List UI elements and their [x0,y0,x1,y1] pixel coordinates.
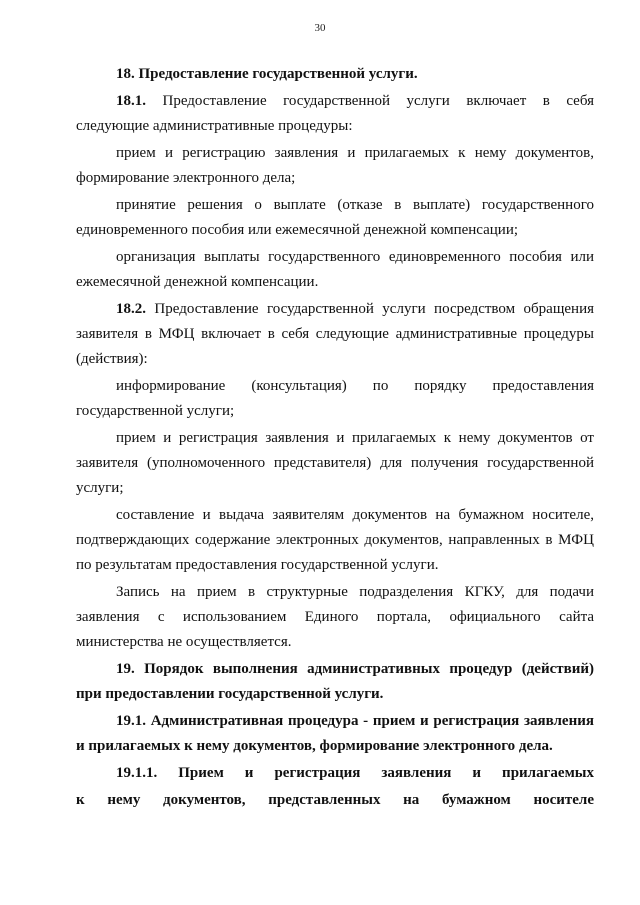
section-18-2-item-2: прием и регистрация заявления и прилагаемых к нему документов от заявителя (уполномоченного представителя) для получения государственной услуги; [76,430,594,496]
section-18-1-item-3: организация выплаты государственного единовременного пособия или ежемесячной денежной компенсации. [76,249,594,290]
section-18-2-paragraph [76,297,594,372]
document-body [76,62,594,815]
section-18-note: Запись на прием в структурные подразделения КГКУ, для подачи заявления с использованием Единого портала, официального сайта министерства не осуществляется. [76,584,594,650]
section-18-1-item-2: принятие решения о выплате (отказе в выплате) государственного единовременного пособия или ежемесячной денежной компенсации; [76,197,594,238]
section-19-1-heading: 19.1. Административная процедура - прием и регистрация заявления и прилагаемых к нему документов, формирование электронного дела. [76,713,594,754]
section-18-2-item-1: информирование (консультация) по порядку предоставления государственной услуги; [76,378,594,419]
section-18-1-text: Предоставление государственной услуги включает в себя следующие административные процедуры: [76,93,594,134]
section-18-2-number: 18.2. [116,301,146,317]
section-18-1-paragraph [76,89,594,139]
page-number: 30 [314,22,326,34]
section-18-1-item-1: прием и регистрацию заявления и прилагаемых к нему документов, формирование электронного дела; [76,145,594,186]
section-18-2-text: Предоставление государственной услуги посредством обращения заявителя в МФЦ включает в себя следующие административные процедуры (действия): [76,301,594,367]
section-18-2-item-3: составление и выдача заявителям документов на бумажном носителе, подтверждающих содержание электронных документов, направленных в МФЦ по результатам предоставления государственной услуги. [76,507,594,573]
section-19-1-1-line-2: к нему документов, представленных на бумажном носителе [76,792,594,808]
section-19-heading: 19. Порядок выполнения административных процедур (действий) при предоставлении государственной услуги. [76,661,594,702]
section-18-1-number: 18.1. [116,93,146,109]
section-19-1-1-line-1: 19.1.1. Прием и регистрация заявления и прилагаемых [116,765,594,781]
section-18-heading: 18. Предоставление государственной услуги. [116,66,418,82]
